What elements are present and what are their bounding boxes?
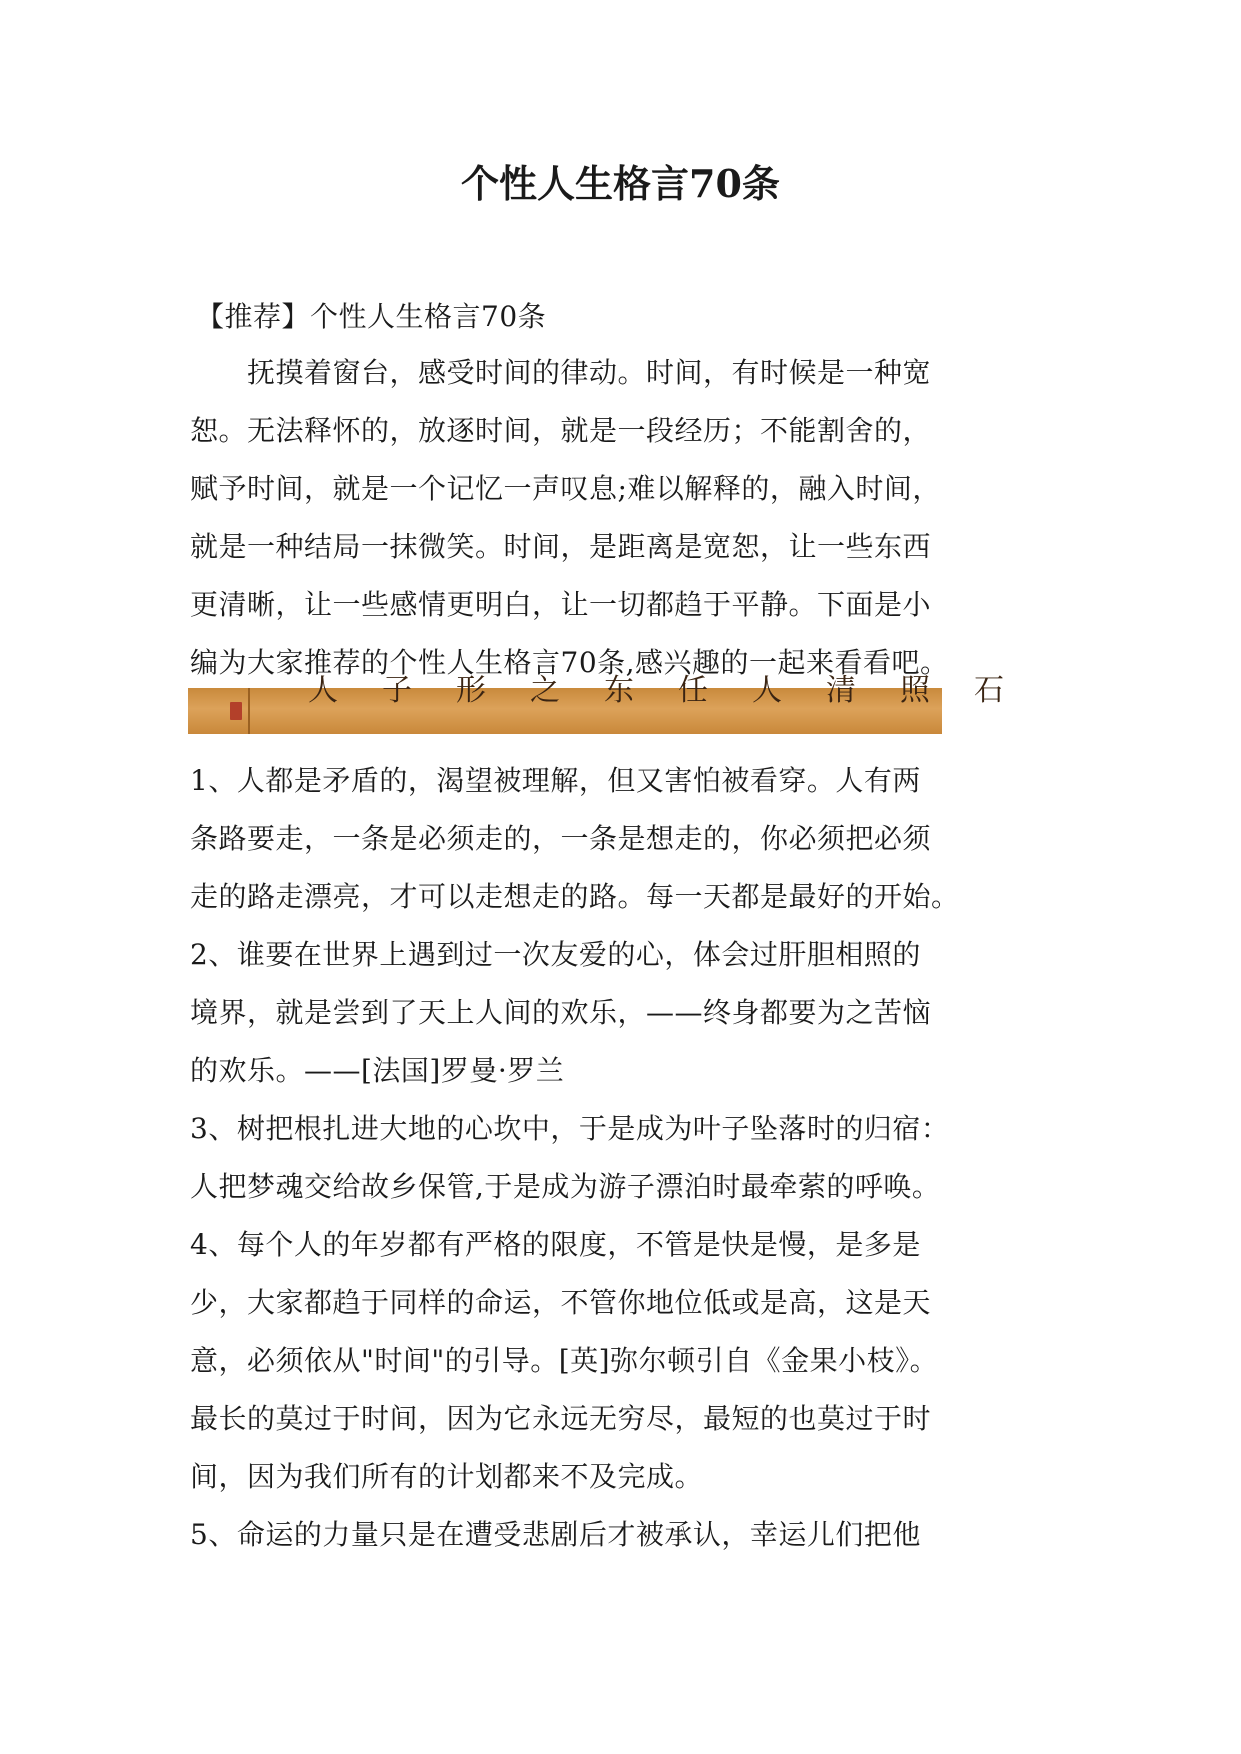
intro-line: 更清晰，让一些感情更明白，让一切都趋于平静。下面是小	[190, 588, 932, 621]
quote-line: 走的路走漂亮，才可以走想走的路。每一天都是最好的开始。	[190, 880, 960, 913]
intro-line: 编为大家推荐的个性人生格言70条,感兴趣的一起来看看吧。	[190, 646, 949, 679]
quotes-list	[190, 752, 1070, 1564]
intro-line: 就是一种结局一抹微笑。时间，是距离是宽恕，让一些东西	[190, 530, 932, 563]
calligraphy-banner-image	[188, 673, 1048, 734]
quote-line: 境界，就是尝到了天上人间的欢乐，——终身都要为之苦恼	[190, 996, 932, 1029]
intro-line: 抚摸着窗台，感受时间的律动。时间，有时候是一种宽	[190, 356, 932, 389]
quote-line: 少，大家都趋于同样的命运，不管你地位低或是高，这是天	[190, 1286, 932, 1319]
banner-calligraphy: 人子形之东任人清照石	[308, 673, 1048, 708]
banner-divider	[248, 688, 250, 734]
quote-line: 5、命运的力量只是在遭受悲剧后才被承认，幸运儿们把他	[190, 1518, 921, 1551]
quote-line: 2、谁要在世界上遇到过一次友爱的心，体会过肝胆相照的	[190, 938, 921, 971]
quote-line: 1、人都是矛盾的，渴望被理解，但又害怕被看穿。人有两	[190, 764, 921, 797]
quote-line: 间，因为我们所有的计划都来不及完成。	[190, 1460, 704, 1493]
intro-heading	[196, 288, 1076, 346]
quote-line: 3、树把根扎进大地的心坎中，于是成为叶子坠落时的归宿：	[190, 1112, 950, 1145]
quote-line: 4、每个人的年岁都有严格的限度，不管是快是慢，是多是	[190, 1228, 921, 1261]
quote-line: 的欢乐。——[法国]罗曼·罗兰	[190, 1054, 565, 1087]
intro-heading-text: 【推荐】个性人生格言70条	[196, 300, 547, 333]
page-title: 个性人生格言70条	[461, 161, 780, 206]
quote-line: 条路要走，一条是必须走的，一条是想走的，你必须把必须	[190, 822, 932, 855]
banner-seal	[230, 702, 242, 720]
intro-paragraph	[190, 344, 1070, 692]
quote-line: 意，必须依从"时间"的引导。[英]弥尔顿引自《金果小枝》。	[190, 1344, 939, 1377]
intro-line: 恕。无法释怀的，放逐时间，就是一段经历；不能割舍的，	[190, 414, 932, 447]
intro-line: 赋予时间，就是一个记忆一声叹息;难以解释的，融入时间，	[190, 472, 941, 505]
quote-line: 最长的莫过于时间，因为它永远无穷尽，最短的也莫过于时	[190, 1402, 932, 1435]
quote-line: 人把梦魂交给故乡保管,于是成为游子漂泊时最牵萦的呼唤。	[190, 1170, 941, 1203]
